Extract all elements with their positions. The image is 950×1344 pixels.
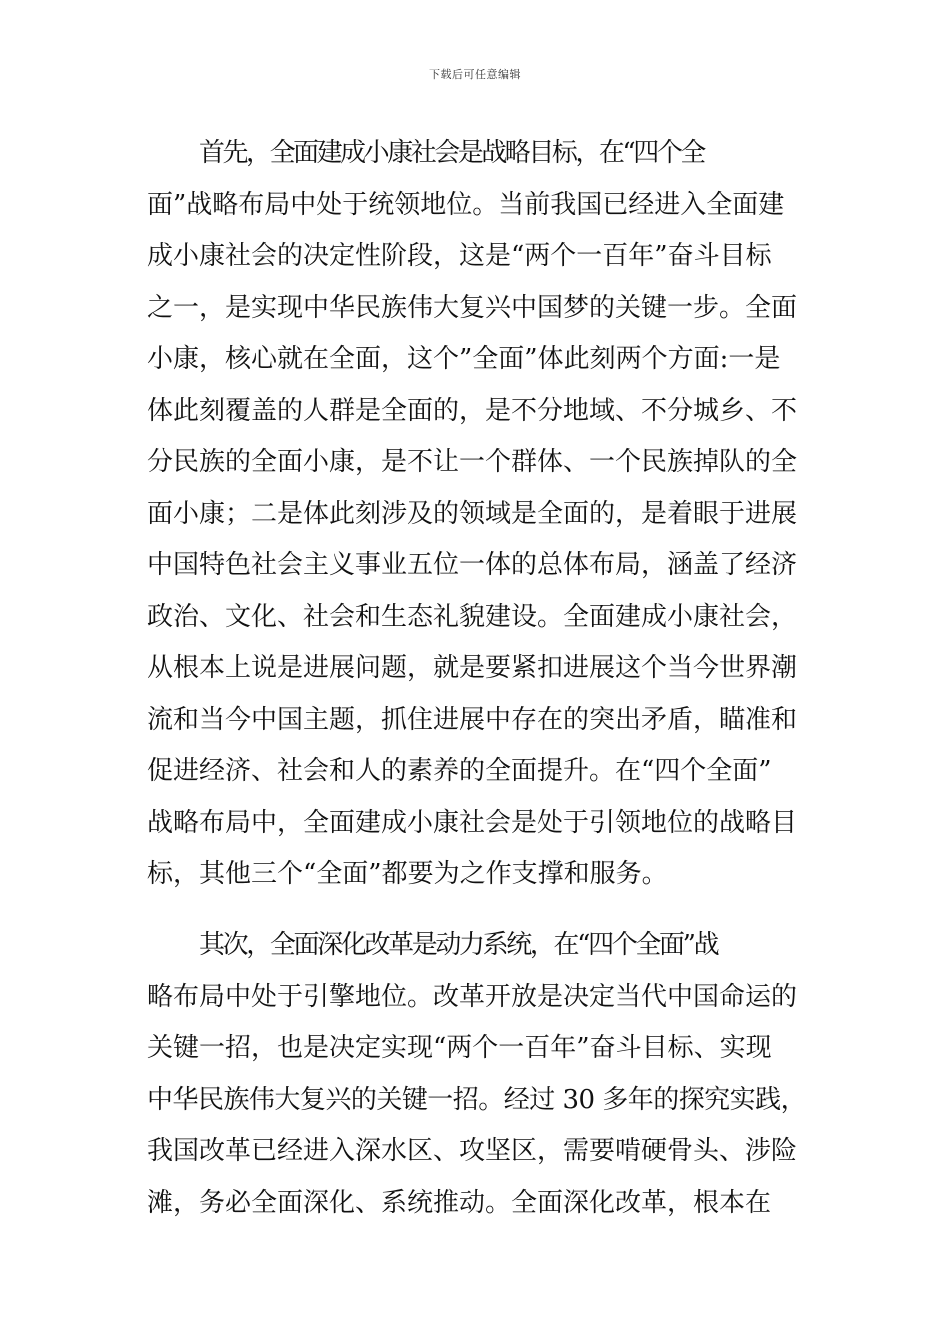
text-line: 关键一招，也是决定实现“两个一百年”奋斗目标、实现 — [147, 1033, 772, 1063]
text-line: 战略布局中，全面建成小康社会是处于引领地位的战略目 — [147, 807, 798, 838]
text-line: 政治、文化、社会和生态礼貌建设。全面建成小康社会， — [147, 601, 798, 632]
text-line: 首先，全面建成小康社会是战略目标，在“四个全 — [199, 138, 704, 168]
text-line: 分民族的全面小康，是不让一个群体、一个民族掉队的全 — [147, 447, 798, 477]
text-line: 体此刻覆盖的人群是全面的，是不分地域、不分城乡、不 — [147, 395, 798, 426]
text-line: 之一，是实现中华民族伟大复兴中国梦的关键一步。全面 — [147, 292, 798, 323]
text-line: 滩，务必全面深化、系统推动。全面深化改革，根本在 — [147, 1187, 772, 1218]
paragraph-text — [147, 128, 807, 901]
text-line: 面”战略布局中处于统领地位。当前我国已经进入全面建 — [147, 189, 785, 220]
paragraph-text — [147, 920, 807, 1229]
text-line: 中国特色社会主义事业五位一体的总体布局，涵盖了经济 — [147, 550, 798, 580]
text-line: 我国改革已经进入深水区、攻坚区，需要啃硬骨头、涉险 — [147, 1136, 798, 1166]
text-line: 其次，全面深化改革是动力系统，在“四个全面”战 — [199, 930, 718, 960]
text-line: 略布局中处于引擎地位。改革开放是决定当代中国命运的 — [147, 981, 798, 1012]
page-header: 下载后可任意编辑 — [429, 68, 521, 81]
paragraph-1 — [147, 128, 807, 901]
text-line: 成小康社会的决定性阶段，这是“两个一百年”奋斗目标 — [147, 241, 772, 271]
text-line: 促进经济、社会和人的素养的全面提升。在“四个全面” — [147, 756, 772, 786]
paragraph-2 — [147, 920, 807, 1229]
text-line: 中华民族伟大复兴的关键一招。经过 30 多年的探究实践， — [147, 1084, 807, 1115]
text-line: 面小康；二是体此刻涉及的领域是全面的，是着眼于进展 — [147, 498, 798, 529]
text-line: 流和当今中国主题，抓住进展中存在的突出矛盾，瞄准和 — [147, 704, 798, 735]
text-line: 小康，核心就在全面，这个”全面”体此刻两个方面:一是 — [147, 344, 781, 374]
text-line: 从根本上说是进展问题，就是要紧扣进展这个当今世界潮 — [147, 653, 798, 683]
text-line: 标，其他三个“全面”都要为之作支撑和服务。 — [147, 859, 668, 889]
